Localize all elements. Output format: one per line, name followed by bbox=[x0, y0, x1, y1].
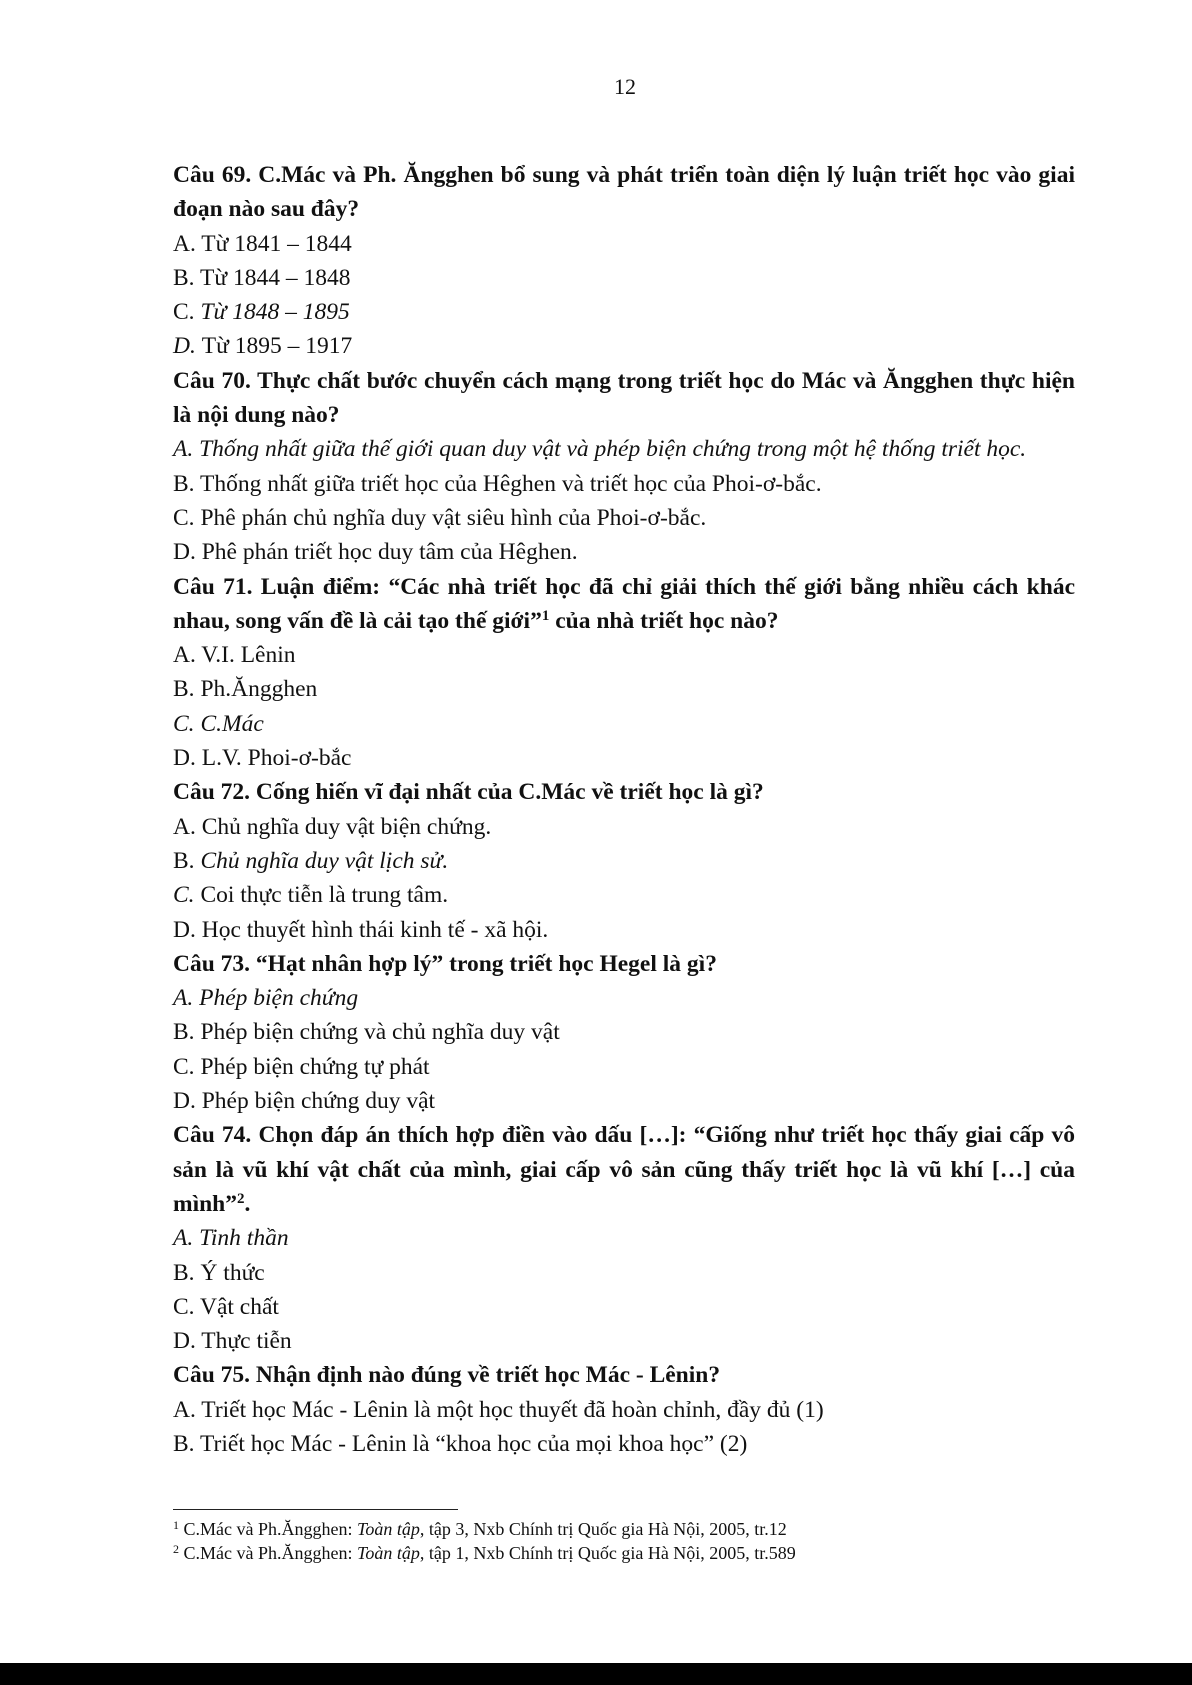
q74-option-b: B. Ý thức bbox=[173, 1259, 265, 1286]
footnote-2: $^2$ C.Mác và Ph.Ăngghen: Toàn tập, tập 1, Nxb Chính trị Quốc gia Hà Nội, 2005, tr.589 bbox=[173, 1542, 796, 1563]
question-74 bbox=[173, 1118, 1075, 1221]
q71-option-c: C. C.Mác bbox=[173, 710, 264, 737]
question-70: Câu 70. Thực chất bước chuyển cách mạng trong triết học do Mác và Ăngghen thực hiện là nội dung nào? bbox=[173, 367, 1075, 429]
q69-option-c: C. Từ 1848 – 1895 bbox=[173, 299, 350, 326]
q74-option-c: C. Vật chất bbox=[173, 1293, 279, 1320]
q70-option-c: C. Phê phán chủ nghĩa duy vật siêu hình của Phoi-ơ-bắc. bbox=[173, 504, 707, 531]
footnotes bbox=[173, 1517, 1075, 1565]
question-71-text: Câu 71. Luận điểm: “Các nhà triết học đã chỉ giải thích thế giới bằng nhiều cách khác nhau, song vấn đề là cải tạo thế giới” bbox=[173, 573, 1075, 634]
question-75: Câu 75. Nhận định nào đúng về triết học Mác - Lênin? bbox=[173, 1362, 721, 1389]
q71-option-d: D. L.V. Phoi-ơ-bắc bbox=[173, 745, 352, 772]
footnote-ref-1: 1 bbox=[541, 607, 550, 624]
question-73: Câu 73. “Hạt nhân hợp lý” trong triết học Hegel là gì? bbox=[173, 950, 717, 977]
q73-option-a: A. Phép biện chứng bbox=[173, 985, 359, 1012]
footnote-separator bbox=[173, 1509, 458, 1510]
q70-option-b: B. Thống nhất giữa triết học của Hêghen và triết học của Phoi-ơ-bắc. bbox=[173, 470, 822, 497]
q71-option-b: B. Ph.Ăngghen bbox=[173, 676, 318, 703]
q72-option-a: A. Chủ nghĩa duy vật biện chứng. bbox=[173, 813, 492, 840]
q73-option-b: B. Phép biện chứng và chủ nghĩa duy vật bbox=[173, 1019, 560, 1046]
question-74-text: Câu 74. Chọn đáp án thích hợp điền vào dấu […]: “Giống như triết học thấy giai cấp vô sản là vũ khí vật chất của mình, giai cấp vô sản cũng thấy triết học là vũ khí […] của mình” bbox=[173, 1122, 1075, 1217]
q71-option-a: A. V.I. Lênin bbox=[173, 642, 296, 669]
q72-option-d: D. Học thuyết hình thái kinh tế - xã hội. bbox=[173, 916, 549, 943]
footnote-ref-2: 2 bbox=[237, 1190, 245, 1207]
question-74-tail: . bbox=[244, 1190, 251, 1217]
q69-option-a: A. Từ 1841 – 1844 bbox=[173, 230, 352, 257]
question-list bbox=[173, 158, 1075, 1461]
bottom-edge-bar bbox=[0, 1663, 1192, 1685]
q73-option-d: D. Phép biện chứng duy vật bbox=[173, 1088, 436, 1115]
question-69: Câu 69. C.Mác và Ph. Ăngghen bổ sung và phát triển toàn diện lý luận triết học vào giai đoạn nào sau đây? bbox=[173, 162, 1075, 223]
q74-option-d: D. Thực tiễn bbox=[173, 1328, 292, 1355]
q73-option-c: C. Phép biện chứng tự phát bbox=[173, 1053, 430, 1080]
question-71-tail: của nhà triết học nào? bbox=[549, 607, 779, 634]
q72-option-c: C. Coi thực tiễn là trung tâm. bbox=[173, 882, 449, 909]
footnote-1: $^1$ C.Mác và Ph.Ăngghen: Toàn tập, tập 3, Nxb Chính trị Quốc gia Hà Nội, 2005, tr.12 bbox=[173, 1518, 787, 1539]
q70-option-d: D. Phê phán triết học duy tâm của Hêghen. bbox=[173, 539, 578, 566]
q74-option-a: A. Tinh thần bbox=[173, 1225, 289, 1252]
q75-option-a: A. Triết học Mác - Lênin là một học thuyết đã hoàn chỉnh, đầy đủ (1) bbox=[173, 1396, 824, 1423]
question-72: Câu 72. Cống hiến vĩ đại nhất của C.Mác về triết học là gì? bbox=[173, 779, 764, 806]
q69-option-d: D. Từ 1895 – 1917 bbox=[173, 333, 353, 360]
q72-option-b: B. Chủ nghĩa duy vật lịch sử. bbox=[173, 847, 449, 874]
q70-option-a: A. Thống nhất giữa thế giới quan duy vật và phép biện chứng trong một hệ thống triết học. bbox=[173, 436, 1027, 463]
q75-option-b: B. Triết học Mác - Lênin là “khoa học của mọi khoa học” (2) bbox=[173, 1430, 748, 1457]
q69-option-b: B. Từ 1844 – 1848 bbox=[173, 264, 351, 291]
question-71 bbox=[173, 570, 1075, 639]
page-number: 12 bbox=[614, 74, 636, 99]
